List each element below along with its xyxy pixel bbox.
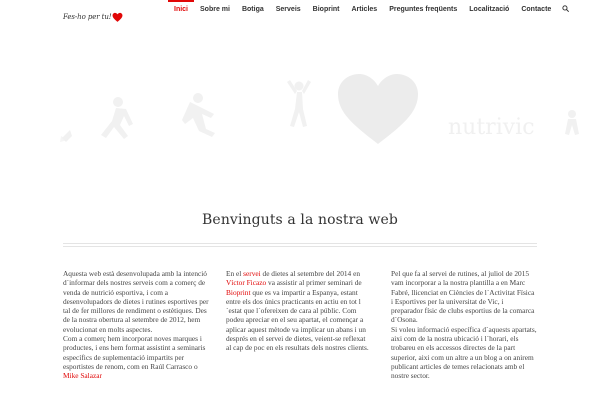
mike-salazar-link[interactable]: Mike Salazar [63,371,102,381]
victor-ficazo-link[interactable]: Víctor Ficazo [226,278,267,288]
column-1-paragraph-2-text-cont: renom, com en Raúl Carrasco o [104,361,198,371]
content-column-2 [226,269,372,353]
column-3-paragraph-1: Pel que fa al servei de rutines, al juliol de 2015 vam incorporar a la nostra plantilla a en Marc Fabré, llicenciat en Ciències de l´Activitat Física i Esportives per la universitat de Vic, i preparador físic de clubs esportius de la comarca d´Osona. [391,269,535,325]
content-column-1 [63,269,209,381]
column-2-text-1: En el [226,269,244,278]
nav-item-serveis[interactable]: Serveis [275,6,301,13]
content-column-3 [391,269,537,381]
hero-slider [0,26,600,180]
hero-faded-figure-right [565,110,579,135]
servei-link[interactable]: servei [243,269,261,278]
heart-icon [112,12,123,23]
column-3-paragraph-2: Si voleu informació específica d´aquests apartats, aixi com de la nostra ubicació i l´horari, els trobareu en els accessos directes de la part superior, aixi com un altre a un blog a on anirem publicant articles de temes relacionats amb el nostre sector. [391,324,537,381]
nav-item-bioprint[interactable]: Bioprint [312,6,340,13]
site-header [0,0,600,26]
title-separator [63,243,537,244]
column-2-text-4: que es va impartir a Espanya, estant entre els dos únics practicants en actiu en tot l´estat que l´ofereixen de cara al públic. Com podeu apreciar en el seu apartat, el començar a aplicar aquest mètode va implicar un abans i un després en el servei de dietes, veient-se reflexat al cap de poc en els resultats dels nostres clients. [226,287,369,353]
nav-item-sobre-mi[interactable]: Sobre mi [200,6,230,13]
nav-item-inici[interactable]: Inici [168,0,194,26]
hero-faded-figures [60,80,311,142]
site-logo[interactable] [63,9,123,25]
column-2-paragraph [226,269,372,353]
logo-text: Fes-ho per tu! [63,13,112,21]
title-separator-lower [63,246,537,247]
nav-item-articles[interactable]: Articles [351,6,378,13]
column-2-text-3: va assistir al primer seminari de [266,278,362,288]
search-icon[interactable] [557,0,569,26]
nav-item-localitzacio[interactable]: Localització [469,6,510,13]
nav-item-preguntes-frequents[interactable]: Preguntes freqüents [389,6,458,13]
nav-item-botiga[interactable]: Botiga [241,6,264,13]
nav-item-contacte[interactable]: Contacte [521,6,552,13]
main-nav [168,0,569,26]
hero-watermark: nutrivic [448,115,535,140]
hero-background [0,26,600,180]
column-2-text-2: de dietes al setembre del 2014 en [260,269,360,278]
bioprint-link[interactable]: Bioprint [226,287,251,297]
column-1-paragraph-2 [63,334,209,380]
column-1-paragraph-1: Aquesta web està desenvolupada amb la intenció d´informar dels nostres serveis com a comerç de venda de nutrició esportiva, i com a desenvolupadors de dietes i rutines esportives per tal de fer millores de rendiment o estètiques. Des de la nostra obertura al setembre de 2012, hem evolucionat en molts aspectes. [63,269,209,334]
hero-faded-heart [338,74,418,144]
welcome-title: Benvinguts a la nostra web [202,212,398,228]
column-1-paragraph-2-text: Com a comerç hem incorporat noves marques i productes, i ens hem format assistint a seminaris específics de suplementació impartits per esportistes de [63,334,206,371]
